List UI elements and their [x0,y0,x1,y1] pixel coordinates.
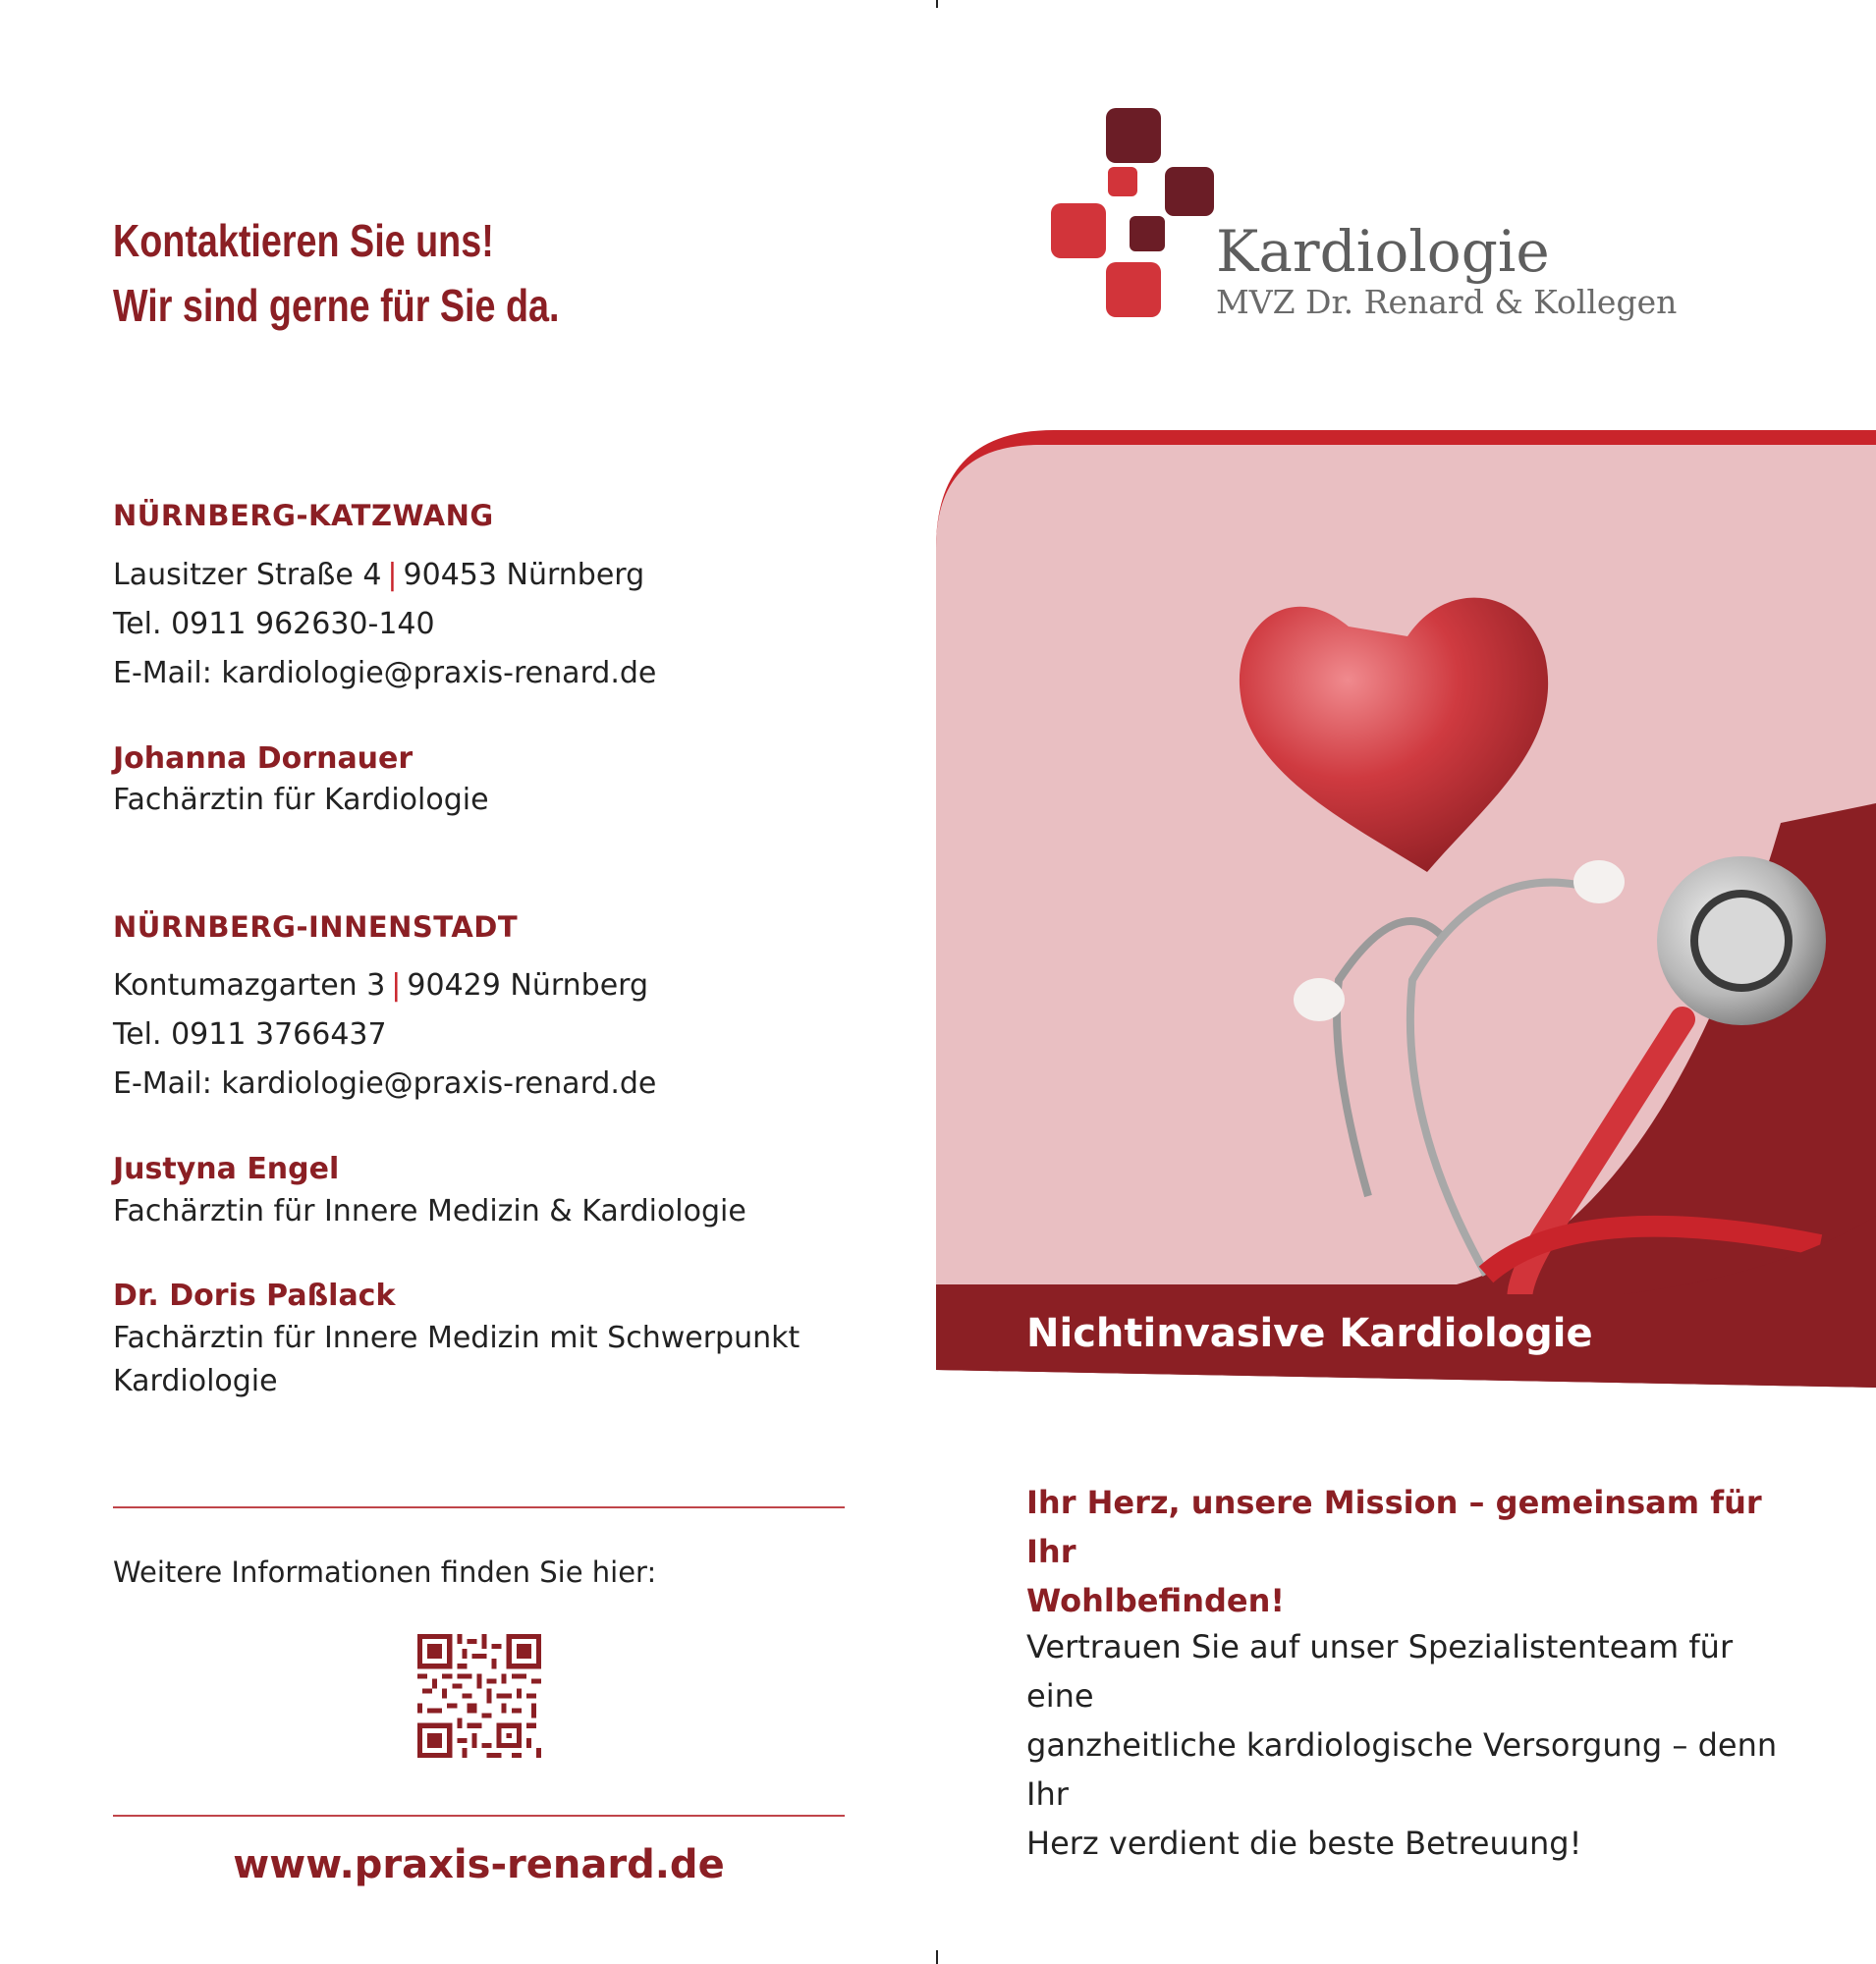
website-link[interactable]: www.praxis-renard.de [233,1842,725,1887]
email-innenstadt[interactable]: E-Mail: kardiologie@praxis-renard.de [113,1066,657,1101]
doctor-name-engel: Justyna Engel [113,1152,340,1186]
doctor-specialty-dornauer: Fachärztin für Kardiologie [113,783,489,817]
city-katzwang: 90453 Nürnberg [403,558,645,592]
doctor-specialty-engel: Fachärztin für Innere Medizin & Kardiologie [113,1194,746,1228]
intro-body-line1: Vertrauen Sie auf unser Spezialistenteam für eine [1026,1628,1734,1715]
crop-mark-top [936,0,938,8]
location-heading-innenstadt: NÜRNBERG-INNENSTADT [113,910,519,944]
divider-top [113,1506,845,1508]
mission-line1: Ihr Herz, unsere Mission – gemeinsam für Ihr [1026,1484,1762,1570]
phone-katzwang[interactable]: Tel. 0911 962630-140 [113,607,435,641]
mission-line2: Wohlbefinden! [1026,1582,1285,1619]
crop-mark-bottom [936,1950,938,1964]
hero-banner [936,430,1876,1388]
address-innenstadt [113,968,648,1003]
brand-title: Kardiologie [1216,218,1550,285]
intro-body [1026,1622,1793,1868]
intro-body-line2: ganzheitliche kardiologische Versorgung – denn Ihr [1026,1726,1778,1813]
phone-innenstadt[interactable]: Tel. 0911 3766437 [113,1017,387,1052]
contact-headline-line1: Kontaktieren Sie uns! [113,215,494,266]
doctor-specialty-passlack-line2: Kardiologie [113,1364,278,1398]
more-info-text: Weitere Informationen finden Sie hier: [113,1555,657,1589]
address-separator: | [387,558,398,592]
city-innenstadt: 90429 Nürnberg [407,968,649,1003]
address-separator: | [391,968,402,1003]
medical-cross-logo-icon [1051,108,1228,319]
email-katzwang[interactable]: E-Mail: kardiologie@praxis-renard.de [113,656,657,690]
street-innenstadt: Kontumazgarten 3 [113,968,386,1003]
hero-title: Nichtinvasive Kardiologie [1026,1311,1593,1356]
brand-subtitle: MVZ Dr. Renard & Kollegen [1216,283,1678,321]
address-katzwang [113,558,644,592]
intro-body-line3: Herz verdient die beste Betreuung! [1026,1825,1582,1862]
qr-code-icon[interactable] [417,1634,541,1758]
contact-headline-line2: Wir sind gerne für Sie da. [113,280,560,331]
location-heading-katzwang: NÜRNBERG-KATZWANG [113,499,494,532]
divider-bottom [113,1815,845,1817]
doctor-name-passlack: Dr. Doris Paßlack [113,1279,396,1313]
doctor-specialty-passlack-line1: Fachärztin für Innere Medizin mit Schwerpunkt [113,1321,800,1355]
mission-text [1026,1478,1793,1625]
contact-headline [113,208,559,338]
street-katzwang: Lausitzer Straße 4 [113,558,382,592]
doctor-name-dornauer: Johanna Dornauer [113,741,414,776]
